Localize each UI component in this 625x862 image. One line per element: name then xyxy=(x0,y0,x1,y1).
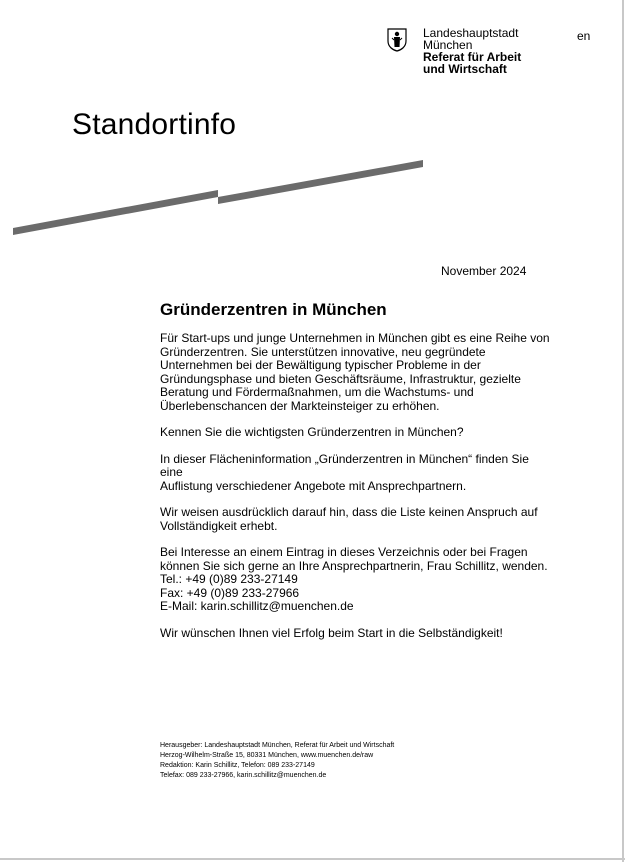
paragraph-question xyxy=(160,426,550,440)
dept-line-2: und Wirtschaft xyxy=(423,62,507,76)
stripe-right xyxy=(218,160,423,204)
page-title: Gründerzentren in München xyxy=(160,300,387,319)
paragraph-contact xyxy=(160,546,550,614)
stripe-left xyxy=(13,190,218,235)
stray-text: en xyxy=(577,29,591,43)
footer-line: Herausgeber: Landeshauptstadt München, Referat für Arbeit und Wirtschaft xyxy=(160,742,395,749)
org-line-1: Landeshauptstadt xyxy=(423,26,519,40)
org-line-2: München xyxy=(423,38,473,52)
dept-line-1: Referat für Arbeit xyxy=(423,50,522,64)
footer-line: Herzog-Wilhelm-Straße 15, 80331 München, www.muenchen.de/raw xyxy=(160,752,374,759)
paragraph-intro xyxy=(160,332,550,413)
text-line: können Sie sich gerne an Ihre Ansprechpartnerin, Frau Schillitz, wenden. xyxy=(160,558,548,573)
paragraph-disclaimer xyxy=(160,506,550,533)
footer-imprint xyxy=(160,741,394,781)
text-line: Überlebenschancen der Markteinsteiger zu erhöhen. xyxy=(160,398,440,413)
text-line: Für Start-ups und junge Unternehmen in München gibt es eine Reihe von xyxy=(160,331,550,345)
paragraph-closing xyxy=(160,627,550,641)
text-line: Auflistung verschiedener Angebote mit Ansprechpartnern. xyxy=(160,478,467,493)
footer-line: Redaktion: Karin Schillitz, Telefon: 089 233-27149 xyxy=(160,762,315,769)
text-line: Bei Interesse an einem Eintrag in dieses Verzeichnis oder bei Fragen xyxy=(160,545,528,559)
main-content xyxy=(160,300,550,653)
text-line: Wir weisen ausdrücklich darauf hin, dass die Liste keinen Anspruch auf xyxy=(160,505,538,519)
text-line: Gründungsphase und bieten Geschäftsräume, Infrastruktur, gezielte xyxy=(160,371,521,386)
text-line: Unternehmen bei der Bewältigung typischer Probleme in der xyxy=(160,358,481,372)
text-line: Vollständigkeit erhebt. xyxy=(160,518,278,533)
organization-name xyxy=(423,27,521,75)
text-line: Wir wünschen Ihnen viel Erfolg beim Start in die Selbständigkeit! xyxy=(160,625,503,640)
footer-line: Telefax: 089 233-27966, karin.schillitz@muenchen.de xyxy=(160,772,327,779)
contact-fax: Fax: +49 (0)89 233-27966 xyxy=(160,585,300,600)
text-line: Beratung und Fördermaßnahmen, um die Wachstums- und xyxy=(160,385,474,399)
contact-email: E-Mail: karin.schillitz@muenchen.de xyxy=(160,599,354,613)
contact-phone: Tel.: +49 (0)89 233-27149 xyxy=(160,572,298,586)
text-line: Gründerzentren. Sie unterstützen innovative, neu gegründete xyxy=(160,344,486,359)
munich-coat-of-arms-icon xyxy=(387,28,407,52)
page-edge-right xyxy=(622,0,624,862)
page-edge-bottom xyxy=(0,858,625,860)
decorative-stripes xyxy=(0,150,440,250)
document-date: November 2024 xyxy=(441,264,527,278)
document-type-title: Standortinfo xyxy=(72,108,237,141)
text-line: Kennen Sie die wichtigsten Gründerzentren in München? xyxy=(160,425,464,439)
paragraph-info xyxy=(160,453,550,494)
text-line: In dieser Flächeninformation „Gründerzentren in München“ finden Sie eine xyxy=(160,451,529,479)
